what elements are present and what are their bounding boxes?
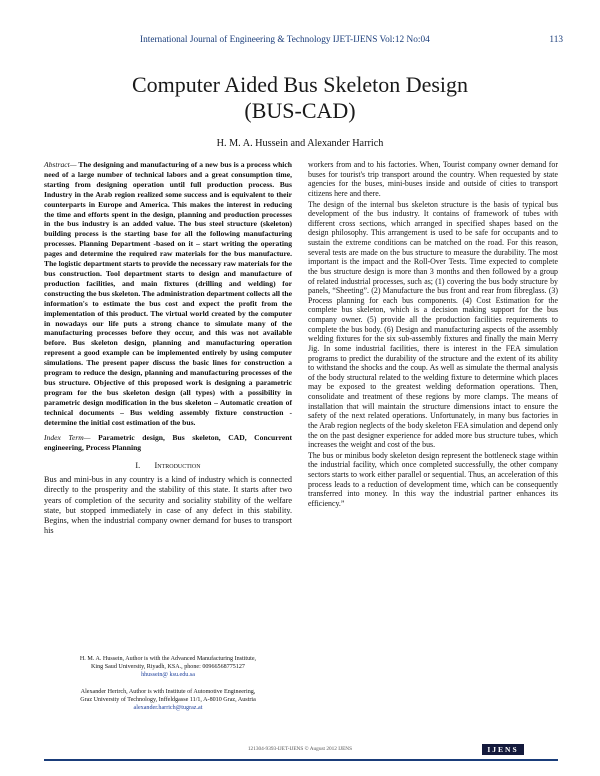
ijens-logo: IJENS [482,744,524,755]
footnote-author-1-affiliation: H. M. A. Hussein, Author is with the Advanced Manufacturing Institute, [79,656,257,662]
author-2-email-link[interactable]: alexander.harrich@tugraz.at [133,705,203,712]
index-terms-label: Index Term— [44,433,91,443]
footer-copyright: 121304-9393-IJET-IJENS © August 2012 IJENS [247,746,353,752]
footnote-author-2 [44,688,292,713]
left-column [44,160,292,537]
journal-name: International Journal of Engineering & Technology IJET-IJENS Vol:12 No:04 [140,35,430,45]
right-column [308,160,558,509]
author-1-email-link[interactable]: hhussein@ ksu.edu.sa [141,672,195,679]
footnote-author-2-affiliation: Alexander Herirch, Author is with Institute of Automotive Engineering, [80,688,256,695]
index-terms [44,433,292,452]
author-footnotes [44,655,292,720]
footer-divider [44,759,558,761]
running-header [40,35,563,49]
abstract-label: Abstract— [44,160,77,169]
abstract-body: The designing and manufacturing of a new bus is a process which need of a large number of technical labors and a great consumption time, starting from designing operation until full production process. Bus Industry in the Arab region realized some success and is equivalent to their counterparts in Europe and America. This makes the interest in reducing the time and efforts spent in the design, planning and production processes in the bus industry is an added value. The bus steel structure (skeleton) building process is the starting base for all the following manufacturing processes. Planning Department -based on it – start writing the operating pages and determine the required raw materials for the bus manufacture. The logistic department starts to provide the necessary raw materials for the bus construction. Tool department starts to design and manufacture of production facilities, and main fixtures (drilling and welding) for constructing the bus skeleton. The administration department collects all the information's to estimate the bus cost and expect the profit from the implementation of this product. The virtual world created by the computer in nowadays our life puts a strong chance to simulate many of the manufacturing processes before they occur, and this was not available before. Bus skeleton design, planning and manufacturing operation represent a good example can be implemented entirely by using computer simulations. The present paper discuss the basic lines for construction a program to reduce the design, planning and manufacturing processes of the bus structure. Objective of this proposed work is designing a parametric program for the bus skeleton design (all types) with a possibility in parametric design modification in the bus skeleton – Automatic creation of technical documents – Bus welding assembly fixture construction - determine the initial cost estimation of the bus. [44,160,292,427]
body-paragraph-1: workers from and to his factories. When, Tourist company owner demand for buses for tourist's trip transport around the country. When requested by state agencies for the buses, mini-buses inside and outside of cities to transport citizens here and there. [308,160,558,198]
section-title: Introduction [154,460,201,470]
body-paragraph-3: The bus or minibus body skeleton design represent the bottleneck stage within the industrial facility, which once completed successfully, the other company sectors starts to work either parallel or sequential. Thus, an acceleration of this process leads to a reduction of development time, which can be consequently transferred into money. In this way the industrial partner enhances its efficiency.” [308,450,558,508]
abstract [44,160,292,427]
section-number: I. [135,460,141,470]
section-heading-introduction [44,461,292,471]
body-paragraph-2: The design of the internal bus skeleton structure is the basis of typical bus development of the bus industry. It contains of framework of tubes with different cross sections, which arranged in specified shapes based on the design philosophy. This arrangement is used to be safe for occupants and to sustain the extreme conditions can be matched on the road. For this reason, several tests are made on the bus structure to measure the durability. The most important is the impact and the Roll-Over Tests. Time expected to complete the bus structure design is more than 3 months and then followed by a group of related industrial processes, such as; (1) covering the bus body structure by panels, “Sheeting”. (2) Manufacture the bus front and rear from fibreglass. (3) Process planning for each bus components. (4) Cost Estimation for the complete bus skeleton, which is a decision making support for the bus company owner. (5) provide all the production facilities requirements to complete the bus body. (6) Design and manufacturing aspects of the assembly welding fixtures for the six sub-assembly fixtures and finally the main Merry Jig. In some industrial facilities, there is interest in the FEA simulation programs to predict the durability of the structure and the extent of its ability to withstand the shocks and the coup. As well as simulate the thermal analysis of the body structural related to the welding fixture to determine which places may be exposed to the greatest welding deformation operations. Then, consolidate and treatment of these regions by more clamps. The means of installation that will maintain the structure dimensions intact to ensure the safety of the next related operations. Unfortunately, in many bus factories in the Arab region neglects of the body skeleton FEA simulation and depend only the on the past designer experience for added more bus structure tubes, which increases the weight and cost of the bus. [308,199,558,450]
page-number: 113 [549,35,563,45]
paper-title [0,72,600,124]
footnote-author-2-address: Graz University of Technology, Inffeldgasse 11/1, A-8010 Graz, Austria [80,696,256,703]
title-line-1: Computer Aided Bus Skeleton Design [131,72,469,97]
index-terms-body: Parametric design, Bus skeleton, CAD, Concurrent engineering, Process Planning [44,433,292,453]
introduction-paragraph: Bus and mini-bus in any country is a kind of industry which is connected directly to the prosperity and the stability of this state. It starts after two years of completion of the security and sociality stability of the welfare state, but stopped immediately in case of any defect in this stability. Begins, when the industrial company owner demand for buses to transport his [44,475,292,536]
author-list: H. M. A. Hussein and Alexander Harrich [216,138,384,149]
title-line-2: (BUS-CAD) [244,98,356,123]
footnote-author-1 [44,655,292,680]
footnote-author-1-contact: King Saud University, Riyadh, KSA., phone: 00966568775127 [91,664,245,671]
